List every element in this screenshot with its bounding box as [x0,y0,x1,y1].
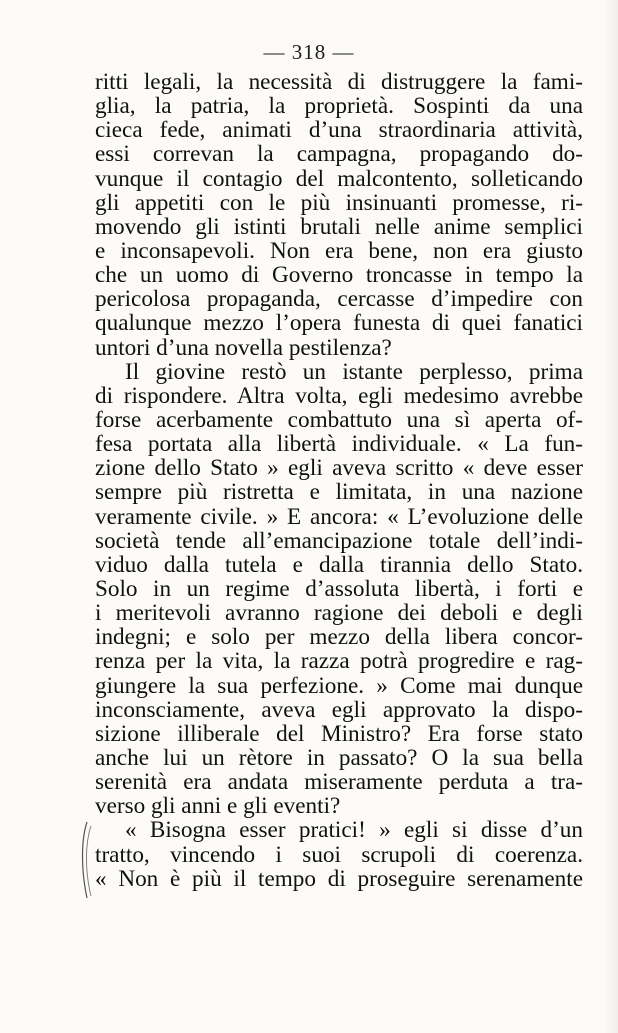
text-line: di rispondere. Altra volta, egli medesimo avrebbe [95,382,583,409]
text-line: ritti legali, la necessità di distruggere la fami- [95,69,583,95]
page-edge-shadow [604,0,618,1033]
text-line: zione dello Stato » egli aveva scritto « deve esser [95,455,583,482]
text-line: anche lui un rètore in passato? O la sua bella [95,744,583,771]
text-line: qualunque mezzo l’opera funesta di quei fanatici [95,310,583,337]
text-line: sempre più ristretta e limitata, in una nazione [95,479,583,506]
text-line: sizione illiberale del Ministro? Era forse stato [95,720,583,747]
text-line: indegni; e solo per mezzo della libera concor- [95,624,583,651]
text-line: serenità era andata miseramente perduta a tra- [95,769,583,796]
text-line: i meritevoli avranno ragione dei deboli e degli [95,600,583,627]
text-line: società tende all’emancipazione totale dell’indi- [95,527,583,554]
text-line: verso gli anni e gli eventi? [95,793,341,820]
text-line: « Bisogna esser pratici! » egli si disse d’un [125,817,583,844]
text-line: movendo gli istinti brutali nelle anime semplici [95,213,583,240]
text-line: essi correvan la campagna, propagando do- [95,141,583,168]
text-line: « Non è più il tempo di proseguire serenamente [95,865,583,892]
text-line: tratto, vincendo i suoi scrupoli di coerenza. [95,841,583,868]
text-line: giungere la sua perfezione. » Come mai dunque [95,672,583,699]
text-line: che un uomo di Governo troncasse in tempo la [95,262,583,289]
text-line: Solo in un regime d’assoluta libertà, i forti e [95,575,583,602]
body-text [95,70,583,891]
text-line: veramente civile. » E ancora: « L’evoluzione delle [95,503,583,530]
text-line: untori d’una novella pestilenza? [95,334,392,361]
text-line: vunque il contagio del malcontento, solleticando [95,165,583,192]
text-line: renza per la vita, la razza potrà progredire e rag- [95,648,583,675]
text-line: pericolosa propaganda, cercasse d’impedire con [95,286,583,313]
text-line: inconsciamente, aveva egli approvato la dispo- [95,696,583,723]
text-line: gli appetiti con le più insinuanti promesse, ri- [95,189,583,216]
text-line: cieca fede, animati d’una straordinaria attività, [95,117,583,144]
page-number: — 318 — [263,40,355,64]
text-line: Il giovine restò un istante perplesso, prima [125,358,583,385]
text-line: fesa portata alla libertà individuale. « La fun- [95,431,583,458]
text-line: forse acerbamente combattuto una sì aperta of- [95,406,583,433]
margin-pencil-mark [75,820,95,900]
text-line: e inconsapevoli. Non era bene, non era giusto [95,237,583,264]
text-line: glia, la patria, la proprietà. Sospinti da una [95,93,583,120]
text-line: viduo dalla tutela e dalla tirannia dello Stato. [95,551,583,578]
